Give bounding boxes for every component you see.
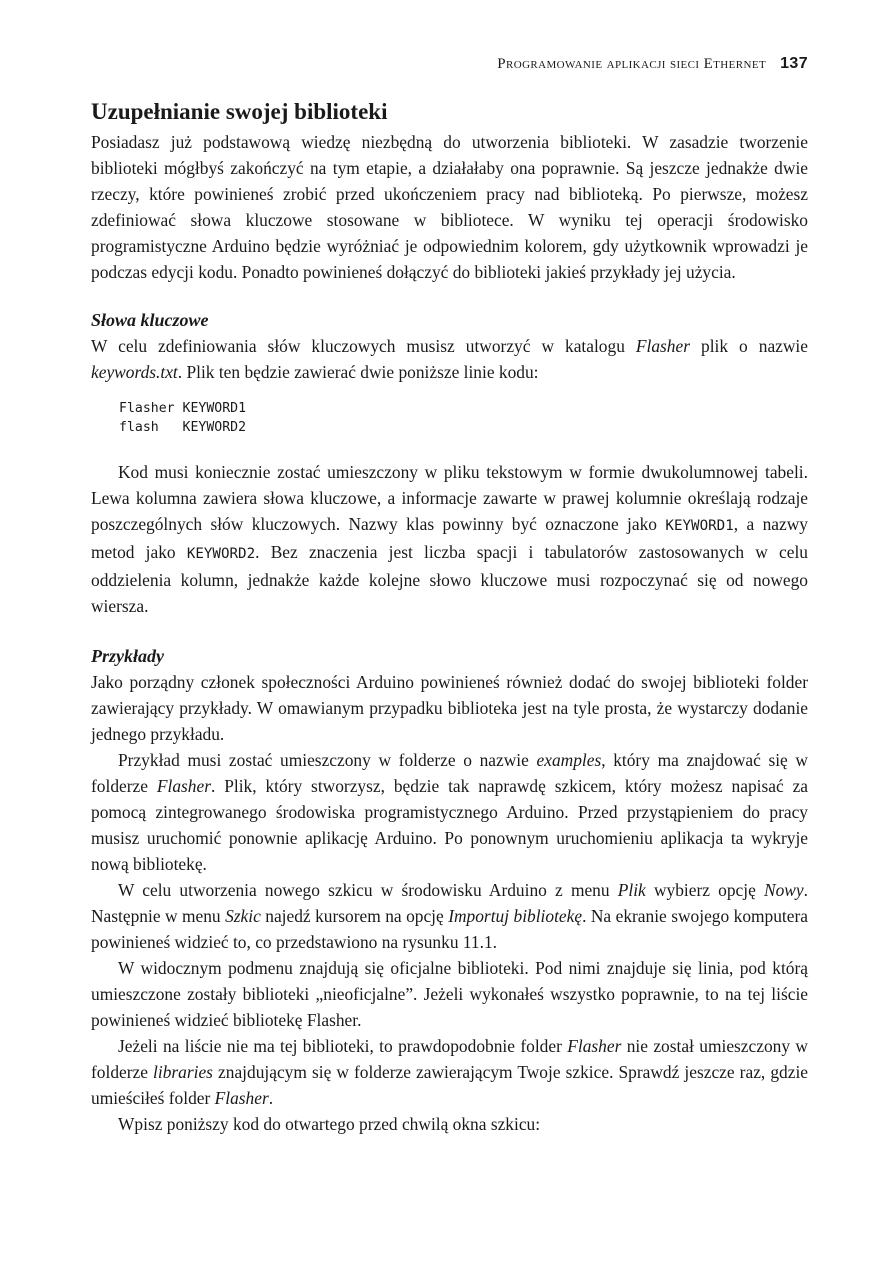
keywords-paragraph-2: Kod musi koniecznie zostać umieszczony w pliku tekstowym w formie dwukolumnowej tabeli. Lewa kolumna zawiera słowa kluczowe, a informacje zawarte w prawej kolumnie określają rodzaje poszczególnych słów kluczowych. Nazwy klas powinny być oznaczone jako KEYWORD1, a nazwy metod jako KEYWORD2. Bez znaczenia jest liczba spacji i tabulatorów zastosowanych w celu oddzielenia kolumn, jednakże każde kolejne słowo kluczowe musi rozpoczynać się od nowego wiersza. [91, 462, 808, 616]
keywords-paragraph-1: W celu zdefiniowania słów kluczowych musisz utworzyć w katalogu Flasher plik o nazwie keywords.txt. Plik ten będzie zawierać dwie poniższe linie kodu: [91, 336, 808, 382]
running-title: Programowanie aplikacji sieci Ethernet [497, 56, 767, 72]
running-header [497, 55, 808, 73]
examples-paragraph-1: Jako porządny członek społeczności Arduino powinieneś również dodać do swojej biblioteki folder zawierający przykłady. W omawianym przypadku biblioteka jest na tyle prosta, że wystarczy dodanie jednego przykładu. [91, 672, 808, 744]
examples-paragraph-2: Przykład musi zostać umieszczony w folderze o nazwie examples, który ma znajdować się w folderze Flasher. Plik, który stworzysz, będzie tak naprawdę szkicem, który możesz napisać za pomocą zintegrowanego środowiska programistycznego Arduino. Przed przystąpieniem do pracy musisz uruchomić ponownie aplikację Arduino. Po ponownym uruchomieniu aplikacja ta wykryje nową bibliotekę. [91, 750, 809, 874]
keywords-file-name: keywords.txt [91, 362, 178, 382]
menu-szkic: Szkic [225, 906, 261, 926]
examples-paragraph-3: W celu utworzenia nowego szkicu w środowisku Arduino z menu Plik wybierz opcję Nowy. Następnie w menu Szkic najedź kursorem na opcję Importuj bibliotekę. Na ekranie swojego komputera powinieneś widzieć to, co przedstawiono na rysunku 11.1. [91, 880, 808, 952]
flasher-folder-name: Flasher [635, 336, 690, 356]
menu-nowy: Nowy [764, 880, 804, 900]
keyword2-code: KEYWORD2 [186, 546, 256, 562]
page-body [91, 97, 808, 1137]
page-number: 137 [780, 55, 808, 72]
examples-paragraph-5: Jeżeli na liście nie ma tej biblioteki, to prawdopodobnie folder Flasher nie został umieszczony w folderze libraries znajdującym się w folderze zawierającym Twoje szkice. Sprawdź jeszcze raz, gdzie umieściłeś folder Flasher. [91, 1036, 808, 1108]
keyword1-code: KEYWORD1 [665, 518, 734, 534]
examples-paragraph-4: W widocznym podmenu znajdują się oficjalne biblioteki. Pod nimi znajduje się linia, pod którą umieszczone zostały biblioteki „nieoficjalne”. Jeżeli wykonałeś wszystko poprawnie, to na tej liście powinieneś widzieć bibliotekę Flasher. [91, 958, 808, 1030]
section-title: Uzupełnianie swojej biblioteki [91, 99, 388, 124]
menu-importuj: Importuj bibliotekę [448, 906, 583, 926]
examples-paragraph-6: Wpisz poniższy kod do otwartego przed chwilą okna szkicu: [118, 1114, 541, 1134]
intro-paragraph: Posiadasz już podstawową wiedzę niezbędną do utworzenia biblioteki. W zasadzie tworzenie biblioteki mógłbyś zakończyć na tym etapie, a działałaby ona poprawnie. Są jeszcze jednakże dwie rzeczy, które powinieneś zrobić przed ukończeniem pracy nad biblioteką. Po pierwsze, możesz zdefiniować słowa kluczowe stosowane w bibliotece. W wyniku tej operacji środowisko programistyczne Arduino będzie wyróżniać je odpowiednim kolorem, gdy użytkownik wprowadzi je podczas edycji kodu. Ponadto powinieneś dołączyć do biblioteki jakieś przykłady jej użycia. [91, 132, 808, 282]
menu-plik: Plik [617, 880, 646, 900]
code-line: Flasher KEYWORD1 [119, 401, 247, 416]
code-line: flash KEYWORD2 [119, 420, 247, 435]
keywords-heading: Słowa kluczowe [91, 310, 209, 330]
examples-heading: Przykłady [91, 646, 164, 666]
keywords-code-block [119, 399, 808, 437]
